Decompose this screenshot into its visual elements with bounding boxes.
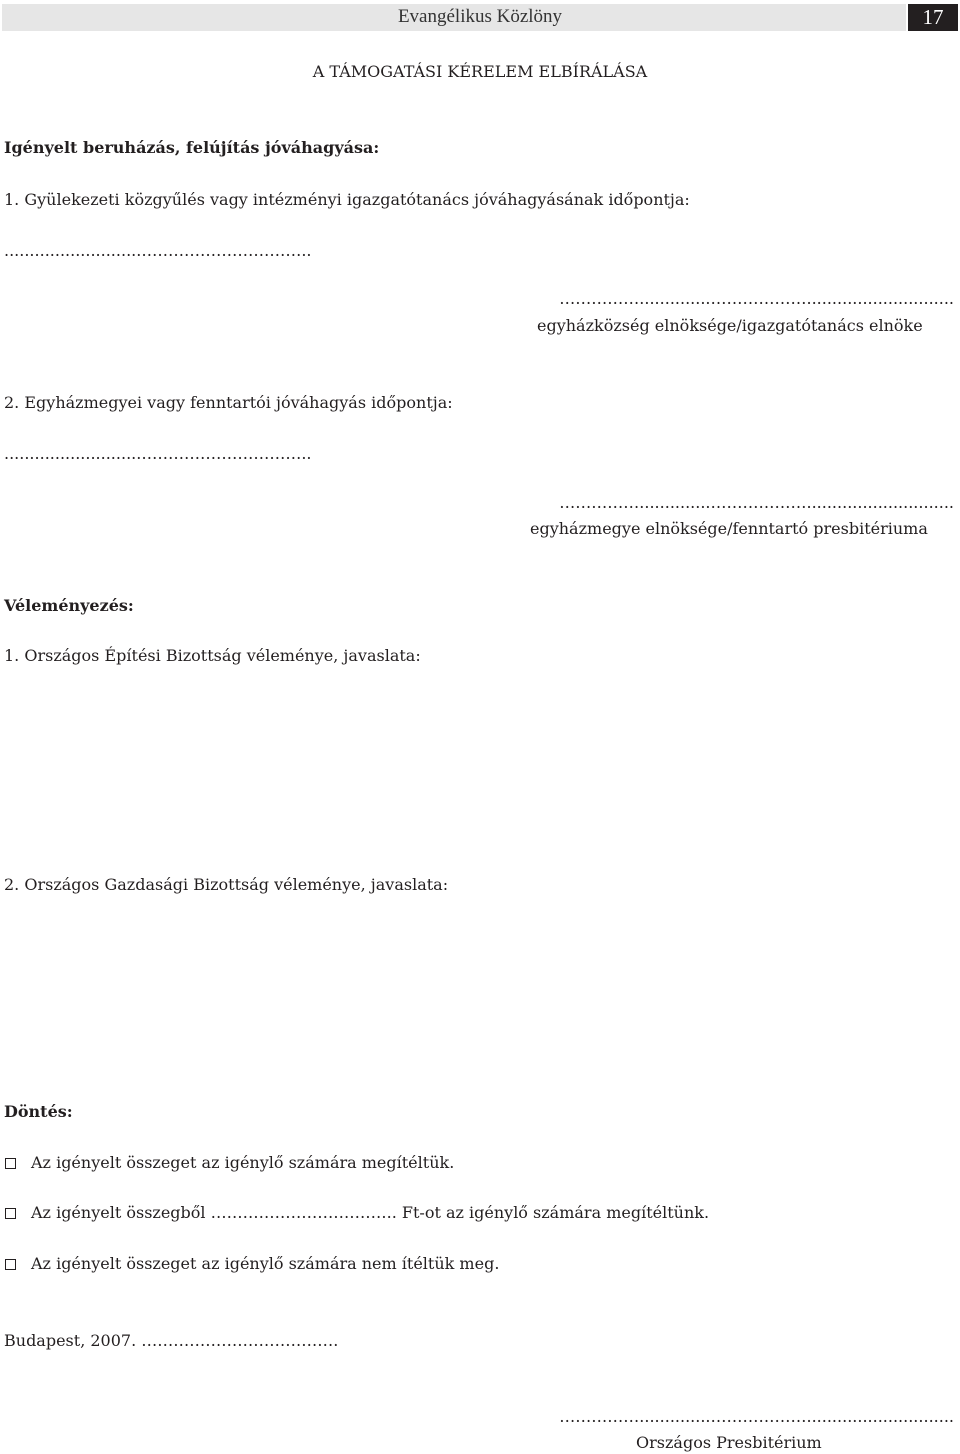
document-title: A TÁMOGATÁSI KÉRELEM ELBÍRÁLÁSA <box>312 62 648 81</box>
decision-option-3: Az igényelt összeget az igénylő számára nem ítéltük meg. <box>31 1254 500 1273</box>
place-date[interactable]: Budapest, 2007. ………………………………. <box>4 1331 339 1350</box>
approval-heading: Igényelt beruházás, felújítás jóváhagyása: <box>4 138 380 157</box>
decision-option-1: Az igényelt összeget az igénylő számára megítéltük. <box>31 1153 455 1172</box>
item1-signature-line[interactable]: ……………..............………………............................. <box>559 289 954 308</box>
opinion-heading: Véleményezés: <box>4 596 134 615</box>
item2-label: 2. Egyházmegyei vagy fenntartói jóváhagyás időpontja: <box>4 393 453 412</box>
item2-signature-label: egyházmegye elnöksége/fenntartó presbitériuma <box>530 519 928 538</box>
decision-heading: Döntés: <box>4 1102 73 1121</box>
opinion1-label: 1. Országos Építési Bizottság véleménye, javaslata: <box>4 646 421 665</box>
decision-checkbox-3[interactable] <box>5 1259 16 1270</box>
final-signature-label: Országos Presbitérium <box>636 1433 822 1452</box>
item2-signature-line[interactable]: ……………..............………………............................. <box>559 493 954 512</box>
item2-date-line[interactable]: ...........................………………………….. <box>4 444 312 463</box>
opinion2-label: 2. Országos Gazdasági Bizottság véleménye, javaslata: <box>4 875 449 894</box>
page-number: 17 <box>908 4 958 31</box>
journal-title: Evangélikus Közlöny <box>397 6 563 27</box>
item1-label: 1. Gyülekezeti közgyűlés vagy intézményi igazgatótanács jóváhagyásának időpontja: <box>4 190 690 209</box>
item1-signature-label: egyházközség elnöksége/igazgatótanács elnöke <box>537 316 923 335</box>
item1-date-line[interactable]: ...........................………………………….. <box>4 241 312 260</box>
final-signature-line[interactable]: ……………..............………………............................. <box>559 1407 954 1426</box>
decision-option-2: Az igényelt összegből …………………………….. Ft-ot az igénylő számára megítéltünk. <box>31 1203 710 1222</box>
decision-checkbox-1[interactable] <box>5 1158 16 1169</box>
decision-checkbox-2[interactable] <box>5 1208 16 1219</box>
